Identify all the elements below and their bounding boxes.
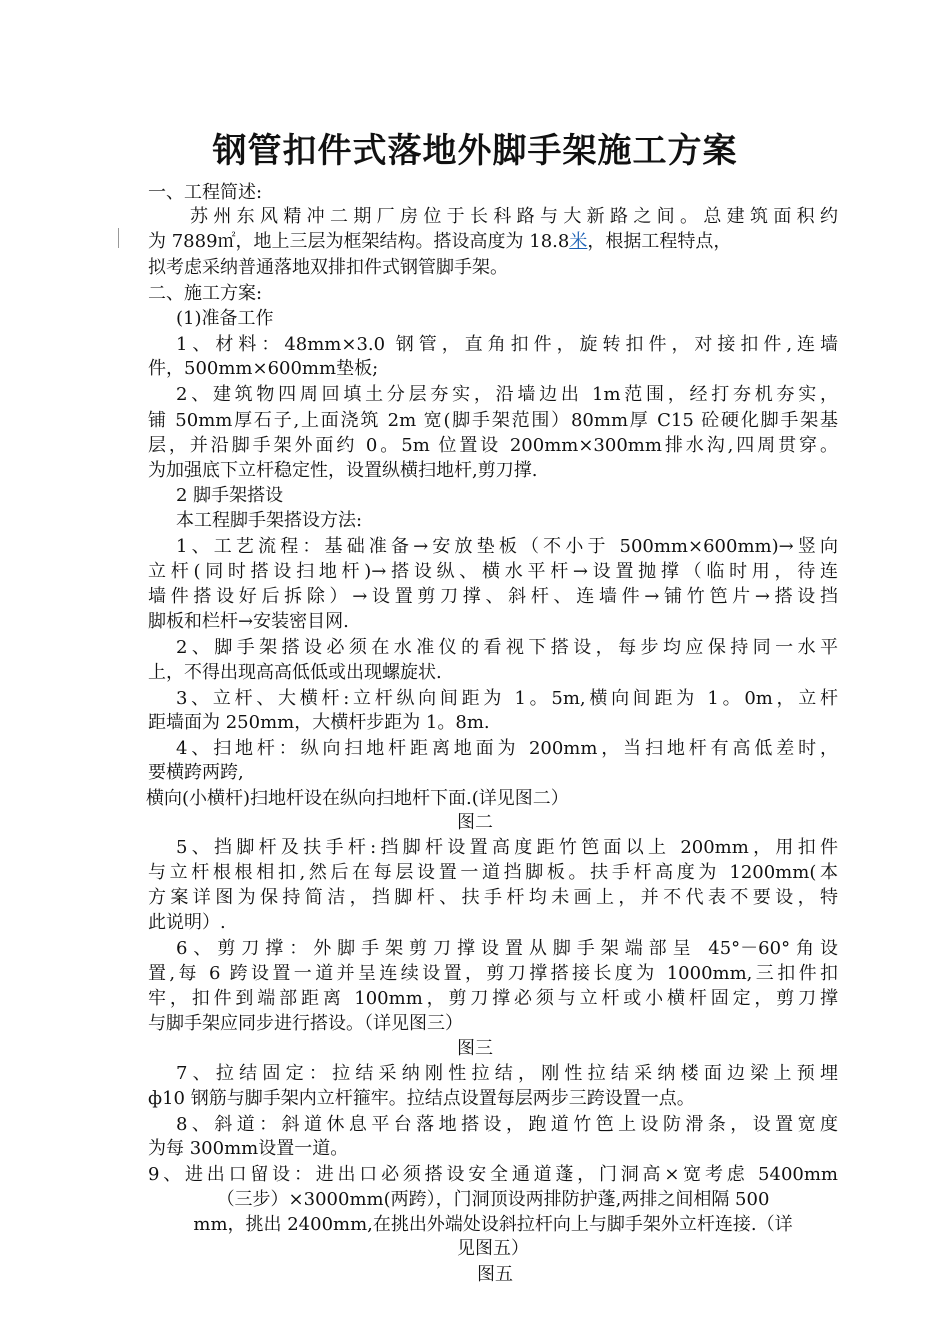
paragraph-line: 苏州东风精冲二期厂房位于长科路与大新路之间。总建筑面积约 [190,206,838,227]
paragraph-line: 墙件搭设好后拆除）→设置剪刀撑、斜杆、连墙件→铺竹笆片→搭设挡 [148,586,838,607]
paragraph-line: 8、斜道：斜道休息平台落地搭设，跑道竹笆上设防滑条，设置宽度 [176,1114,838,1135]
section-heading: 一、工程简述: [148,182,263,203]
paragraph-line: 立杆(同时搭设扫地杆)→搭设纵、横水平杆→设置抛撑（临时用，待连 [148,561,838,582]
paragraph-line: 件，500mm×600mm垫板; [148,358,379,379]
paragraph-line: ф10 钢筋与脚手架内立杆箍牢。拉结点设置每层两步三跨设置一点。 [148,1088,695,1109]
subsection-heading: (1)准备工作 [176,308,274,329]
paragraph-line: 要横跨两跨, [148,762,244,783]
paragraph-line: 2、建筑物四周回填土分层夯实，沿墙边出 1m范围，经打夯机夯实， [176,384,838,405]
paragraph-line: 脚板和栏杆→安装密目网. [148,611,349,632]
paragraph-line [148,229,731,255]
figure-caption: 图三 [457,1038,493,1059]
paragraph-line: （三步）×3000mm(两跨），门洞顶设两排防护蓬,两排之间相隔 500 [216,1189,770,1210]
paragraph-line: 横向(小横杆)扫地杆设在纵向扫地杆下面.(详见图二） [146,788,569,809]
page-title: 钢管扣件式落地外脚手架施工方案 [212,131,738,171]
paragraph-line: 方案详图为保持简洁，挡脚杆、扶手杆均未画上，并不代表不要设，特 [148,887,838,908]
paragraph-line: 见图五） [457,1238,529,1259]
paragraph-line: 层，并沿脚手架外面约 0。5m 位置设 200mm×300mm排水沟,四周贯穿。 [148,435,838,456]
margin-marker [118,228,119,248]
paragraph-line: 3、立杆、大横杆:立杆纵向间距为 1。5m,横向间距为 1。0m，立杆 [176,688,838,709]
paragraph-line: 9、进出口留设：进出口必须搭设安全通道蓬，门洞高×宽考虑 5400mm [148,1164,838,1185]
paragraph-line: 本工程脚手架搭设方法: [176,510,363,531]
paragraph-line: 7、拉结固定：拉结采纳刚性拉结，刚性拉结采纳楼面边梁上预埋 [176,1063,838,1084]
paragraph-line: 6、剪刀撑：外脚手架剪刀撑设置从脚手架端部呈 45°－60°角设 [176,938,838,959]
subsection-heading: 2 脚手架搭设 [176,485,284,506]
figure-caption: 图五 [477,1264,513,1285]
paragraph-line: 铺 50mm厚石子,上面浇筑 2m 宽(脚手架范围）80mm厚 C15 砼硬化脚手架基 [148,410,838,431]
paragraph-line: 5、挡脚杆及扶手杆:挡脚杆设置高度距竹笆面以上 200mm，用扣件 [176,837,838,858]
paragraph-text: ，根据工程特点， [587,231,732,252]
paragraph-line: 4、扫地杆：纵向扫地杆距离地面为 200mm，当扫地杆有高低差时， [176,738,838,759]
text-link[interactable]: 米 [569,231,588,252]
paragraph-line: 上，不得出现高高低低或出现螺旋状. [148,662,442,683]
paragraph-line: 1、材料：48mm×3.0 钢管，直角扣件，旋转扣件，对接扣件,连墙 [176,334,838,355]
paragraph-line: 距墙面为 250mm，大横杆步距为 1。8m. [148,712,490,733]
paragraph-line: 牢，扣件到端部距离 100mm，剪刀撑必须与立杆或小横杆固定，剪刀撑 [148,988,838,1009]
paragraph-line: 1、工艺流程：基础准备→安放垫板（不小于 500mm×600mm)→竖向 [176,536,838,557]
paragraph-line: 为加强底下立杆稳定性，设置纵横扫地杆,剪刀撑. [148,460,538,481]
paragraph-line: 与脚手架应同步进行搭设。（详见图三） [148,1013,463,1034]
paragraph-line: 2、脚手架搭设必须在水准仪的看视下搭设，每步均应保持同一水平 [176,637,838,658]
paragraph-line: 与立杆根根相扣,然后在每层设置一道挡脚板。扶手杆高度为 1200mm(本 [148,862,838,883]
figure-caption: 图二 [457,812,493,833]
paragraph-line: 置,每 6 跨设置一道并呈连续设置，剪刀撑搭接长度为 1000mm,三扣件扣 [148,963,838,984]
paragraph-line: mm，挑出 2400mm,在挑出外端处设斜拉杆向上与脚手架外立杆连接.（详 [193,1214,793,1235]
paragraph-text: 为 7889㎡，地上三层为框架结构。搭设高度为 18.8 [148,231,570,252]
paragraph-line: 此说明）. [148,912,226,933]
section-heading: 二、施工方案: [148,283,263,304]
paragraph-line: 为每 300mm设置一道。 [148,1138,349,1159]
paragraph-line: 拟考虑采纳普通落地双排扣件式钢管脚手架。 [148,257,508,278]
